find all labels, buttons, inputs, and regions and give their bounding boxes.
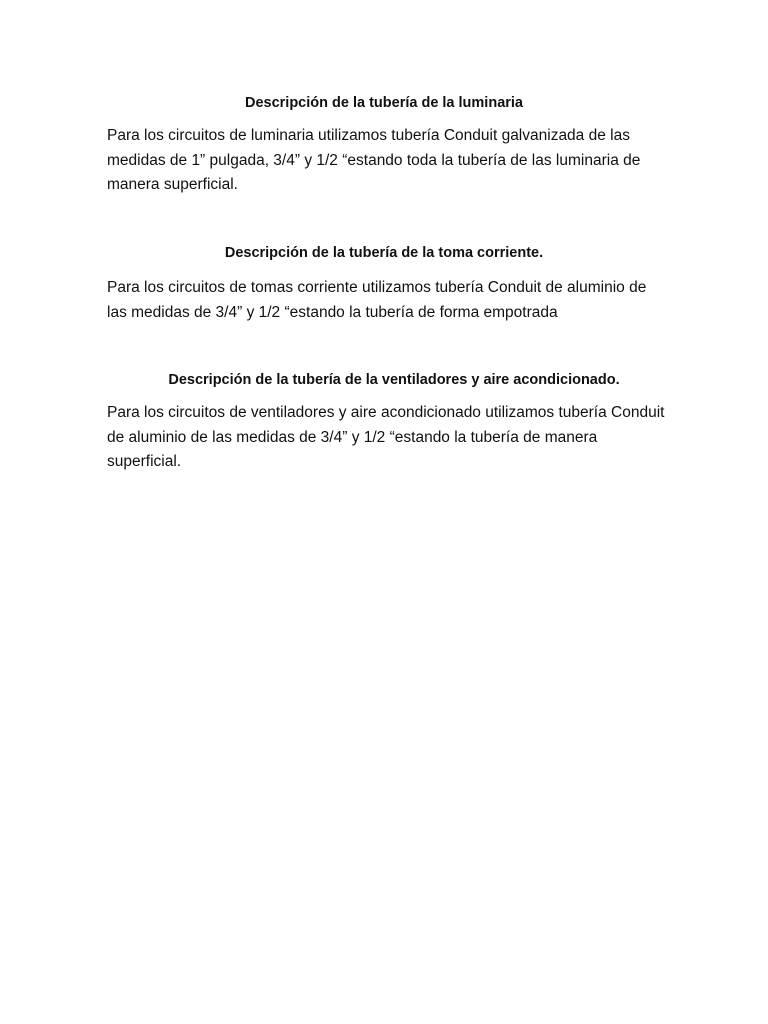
section-heading-toma-corriente: Descripción de la tubería de la toma corriente. [224, 245, 544, 261]
section-heading-luminaria: Descripción de la tubería de la luminaria [244, 95, 523, 111]
section-text-ventiladores: Para los circuitos de ventiladores y aire acondicionado utilizamos tubería Conduit de aluminio de las medidas de 3/4” y 1/2 “estando la tubería de manera superficial. [107, 404, 665, 470]
section-text-toma-corriente: Para los circuitos de tomas corriente utilizamos tubería Conduit de aluminio de las medidas de 3/4” y 1/2 “estando la tubería de forma empotrada [107, 279, 647, 321]
section-text-luminaria: Para los circuitos de luminaria utilizamos tubería Conduit galvanizada de las medidas de 1” pulgada, 3/4” y 1/2 “estando toda la tubería de las luminaria de manera superficial. [107, 127, 641, 193]
section-heading-ventiladores: Descripción de la tubería de la ventiladores y aire acondicionado. [168, 372, 620, 388]
